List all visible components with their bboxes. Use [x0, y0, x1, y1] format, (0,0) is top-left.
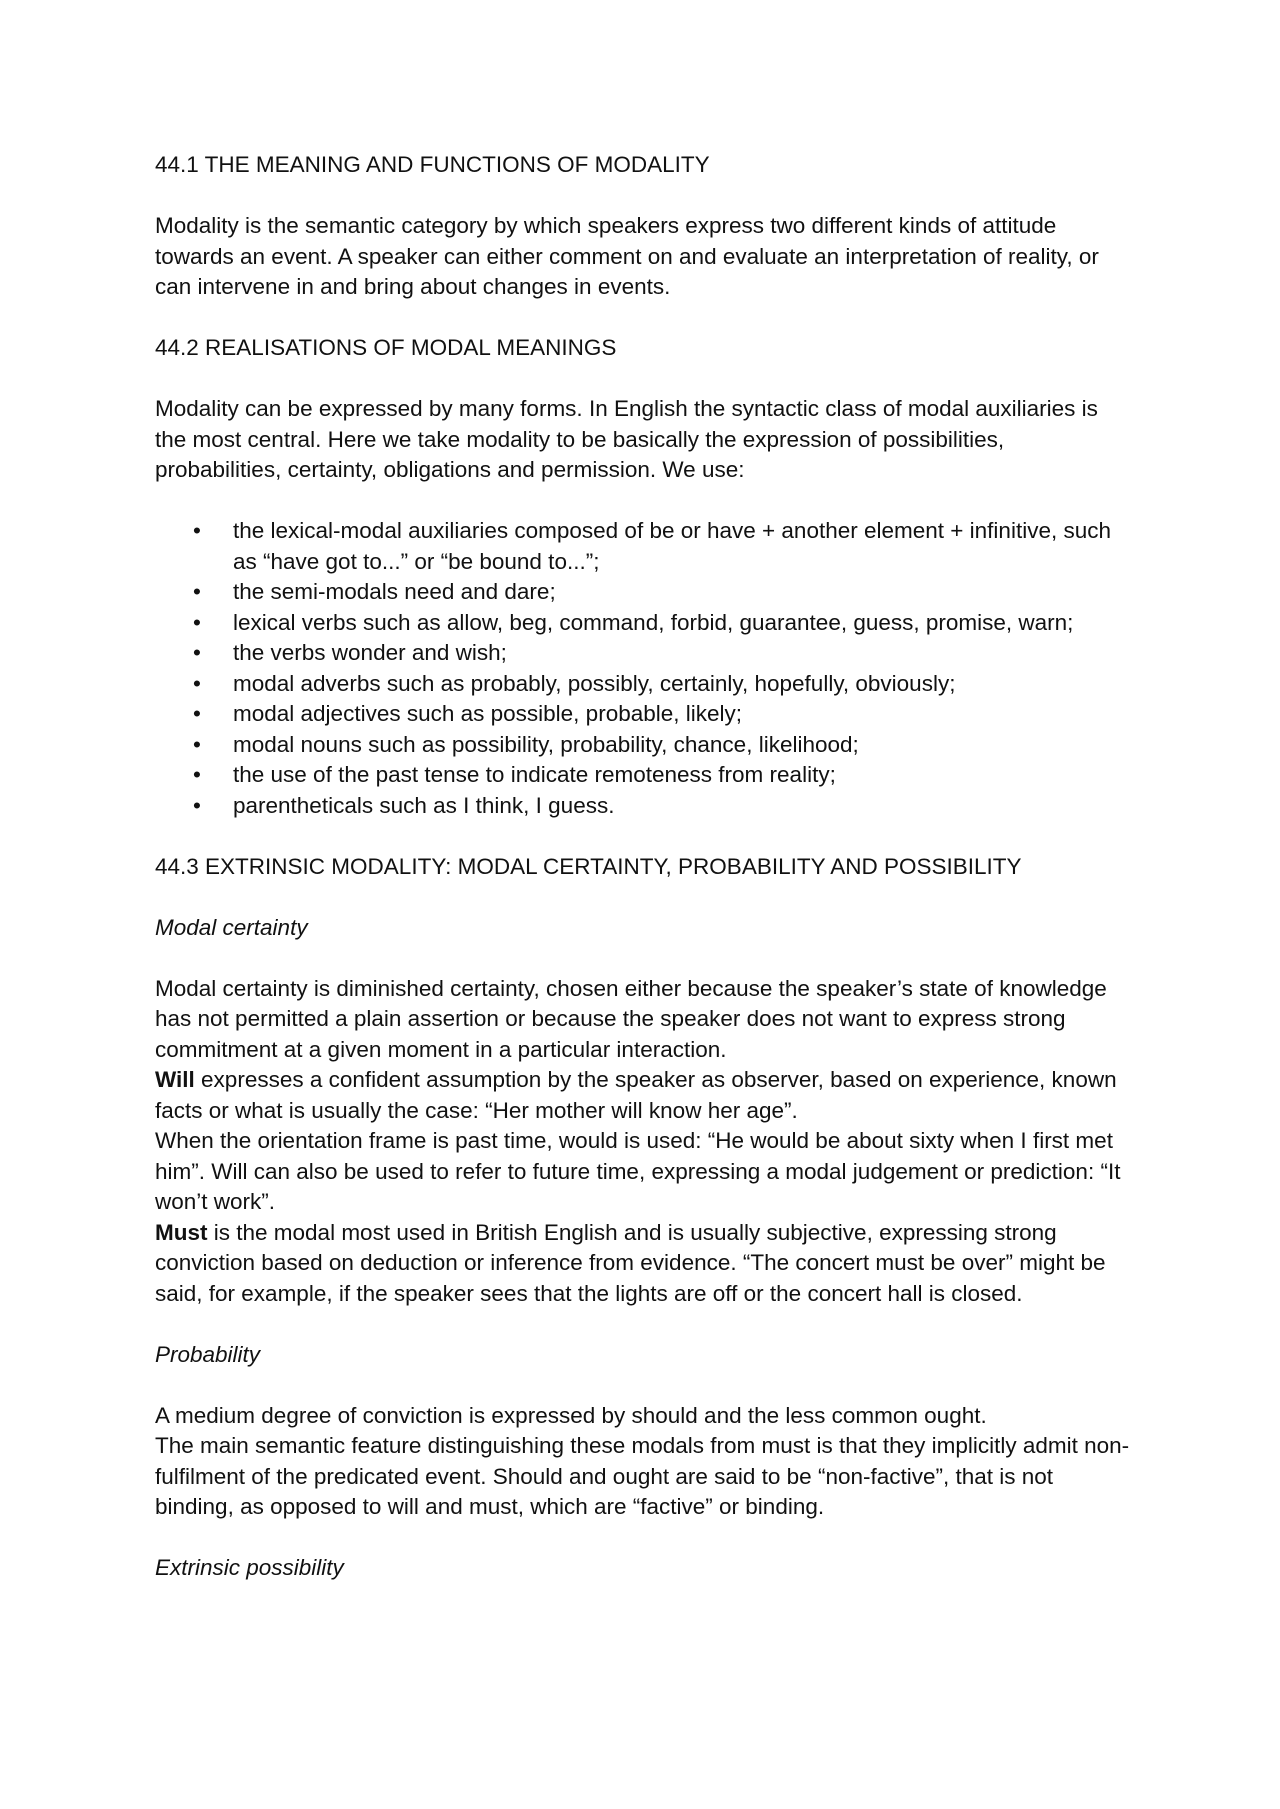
bullet-icon: •: [193, 731, 201, 757]
list-item: [155, 638, 1135, 669]
list-item-text: the lexical-modal auxiliaries composed of be or have + another element + infinitive, such as “have got to...” or “be bound to...”;: [233, 518, 1111, 574]
realisations-bullet-list: [155, 516, 1135, 821]
section-heading-44-1: 44.1 THE MEANING AND FUNCTIONS OF MODALITY: [155, 152, 710, 177]
list-item-text: the use of the past tense to indicate remoteness from reality;: [233, 762, 836, 787]
list-item: [155, 791, 1135, 822]
section-heading-44-2: 44.2 REALISATIONS OF MODAL MEANINGS: [155, 335, 617, 360]
list-item-text: lexical verbs such as allow, beg, command, forbid, guarantee, guess, promise, warn;: [233, 609, 1074, 635]
list-item-text: modal nouns such as possibility, probability, chance, likelihood;: [233, 731, 859, 757]
list-item: [155, 608, 1135, 639]
list-item-text: modal adjectives such as possible, probable, likely;: [233, 701, 743, 726]
subheading-extrinsic-possibility: Extrinsic possibility: [155, 1555, 344, 1580]
subheading-probability: Probability: [155, 1341, 261, 1367]
list-item-text: parentheticals such as I think, I guess.: [233, 792, 615, 818]
section-44-1-paragraph: Modality is the semantic category by which speakers express two different kinds of attitude towards an event. A speaker can either comment on and evaluate an interpretation of reality, or can intervene in and bring about changes in events.: [155, 213, 1099, 299]
list-item: [155, 760, 1135, 791]
bullet-icon: •: [193, 670, 201, 696]
list-item: [155, 699, 1135, 730]
will-paragraph: [155, 1065, 1135, 1126]
list-item: [155, 669, 1135, 700]
probability-paragraph-2: The main semantic feature distinguishing these modals from must is that they implicitly admit non-fulfilment of the predicated event. Should and ought are said to be “non-factive”, that is not binding, as opposed to will and must, which are “factive” or binding.: [155, 1433, 1130, 1519]
list-item: [155, 730, 1135, 761]
list-item-text: the semi-modals need and dare;: [233, 579, 556, 604]
would-paragraph: When the orientation frame is past time, would is used: “He would be about sixty when I first met him”. Will can also be used to refer to future time, expressing a modal judgement or prediction: “It won’t work”.: [155, 1128, 1121, 1214]
probability-paragraph-1: A medium degree of conviction is expressed by should and the less common ought.: [155, 1402, 987, 1428]
bullet-icon: •: [193, 762, 201, 787]
bullet-icon: •: [193, 792, 201, 818]
must-description: is the modal most used in British English and is usually subjective, expressing strong conviction based on deduction or inference from evidence. “The concert must be over” might be said, for example, if the speaker sees that the lights are off or the concert hall is closed.: [155, 1219, 1106, 1306]
must-term: Must: [155, 1219, 208, 1245]
list-item-text: the verbs wonder and wish;: [233, 640, 507, 665]
bullet-icon: •: [193, 701, 201, 726]
modal-certainty-paragraph: Modal certainty is diminished certainty, chosen either because the speaker’s state of knowledge has not permitted a plain assertion or because the speaker does not want to express strong commitment at a given moment in a particular interaction.: [155, 975, 1107, 1062]
section-heading-44-3: 44.3 EXTRINSIC MODALITY: MODAL CERTAINTY, PROBABILITY AND POSSIBILITY: [155, 853, 1022, 879]
section-44-2-paragraph: Modality can be expressed by many forms. In English the syntactic class of modal auxiliaries is the most central. Here we take modality to be basically the expression of possibilities, probabilities, certainty, obligations and permission. We use:: [155, 396, 1098, 482]
bullet-icon: •: [193, 579, 201, 604]
bullet-icon: •: [193, 518, 201, 543]
bullet-icon: •: [193, 609, 201, 635]
list-item: [155, 516, 1135, 577]
will-term: Will: [155, 1067, 195, 1092]
bullet-icon: •: [193, 640, 201, 665]
list-item: [155, 577, 1135, 608]
subheading-modal-certainty: Modal certainty: [155, 914, 308, 940]
list-item-text: modal adverbs such as probably, possibly, certainly, hopefully, obviously;: [233, 670, 956, 696]
will-description: expresses a confident assumption by the speaker as observer, based on experience, known facts or what is usually the case: “Her mother will know her age”.: [155, 1067, 1117, 1123]
document-page: [155, 150, 1135, 1614]
must-paragraph: [155, 1218, 1135, 1310]
